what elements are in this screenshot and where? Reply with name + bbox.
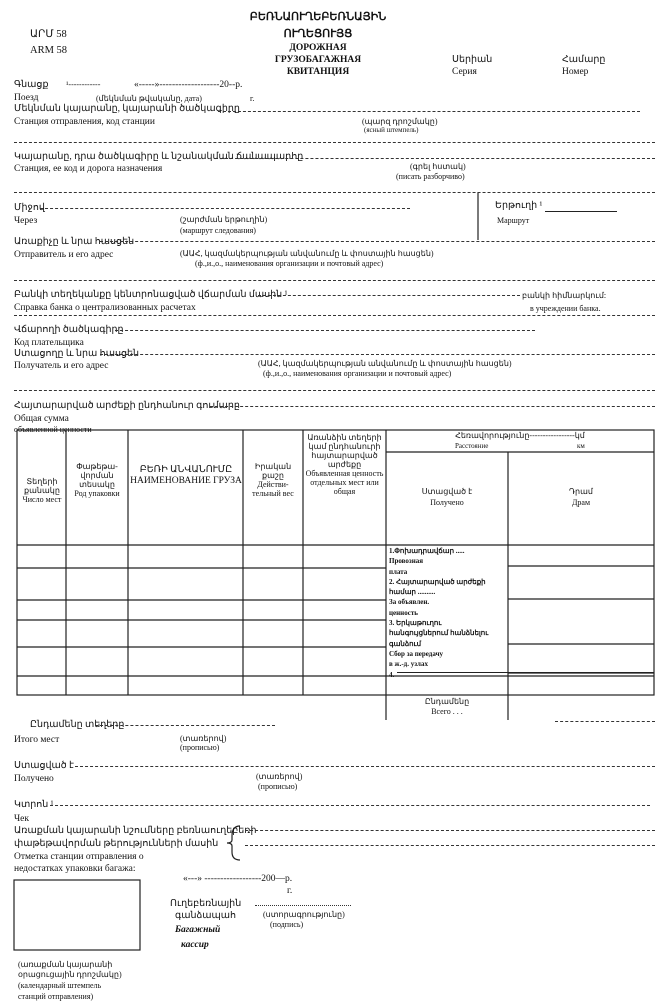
charge-line: Сбор за передачу (389, 649, 444, 658)
col-weight-am: Իրական քաշը (254, 462, 292, 480)
train-label-am: Գնացք (14, 80, 49, 90)
col-header-packaging (68, 462, 126, 498)
route-label-am: Երթուղի ¹ (495, 201, 543, 211)
signature-hint-ru: (подпись) (270, 920, 304, 929)
bank-certificate-label-ru: Справка банка о централизованных расчетах (14, 303, 196, 313)
bank-institution-am: բանկի հիմնարկում: (522, 291, 607, 300)
destination-label-am: Կայարանը, դրա ծածկագիրը և նշանակման ճանապարհը (14, 152, 304, 162)
route-label-ru: Маршрут (497, 216, 530, 225)
recipient-address-hint-am: (ԱԱՀ, կազմակերպության անվանումը և փոստային հասցեն) (258, 359, 512, 368)
packaging-remark-ru-2: недостатках упаковки багажа: (14, 864, 136, 874)
packaging-remark-field-1[interactable] (245, 830, 655, 831)
number-label-am: Համարը (562, 55, 606, 65)
recipient-address-field[interactable] (14, 390, 655, 391)
series-label-ru: Серия (452, 67, 477, 77)
charge-line: 3. Երկաթուղու (389, 619, 442, 628)
total-places-label-am: Ընդամենը տեղերը (30, 720, 125, 730)
sender-field[interactable] (100, 241, 655, 242)
title-russian-3: КВИТАНЦИЯ (286, 67, 350, 77)
cashier-label-ru-1: Багажный (175, 925, 221, 935)
col-header-distance-ru: Расстояние (455, 442, 489, 450)
via-label-am: Միջով (14, 203, 45, 213)
charge-line: За объявлен. (389, 598, 430, 607)
title-armenian-2: ՈՒՂԵՑՈՒՅՑ (283, 28, 353, 40)
col-pack-am: Փաթեթա-վորման տեսակը (76, 462, 118, 489)
departure-station-field[interactable] (218, 111, 640, 112)
col-header-received-ru: Получено (430, 498, 464, 507)
charge-line: 4. (389, 670, 395, 679)
divider (14, 142, 655, 143)
col-value-am: Առանձին տեղերի կամ ընդհանուրի հայտարարված արժեքը (307, 433, 382, 469)
calendar-stamp-box (14, 880, 140, 950)
calendar-stamp-hint-ru-1: (календарный штемпель (18, 981, 102, 990)
train-number-blank[interactable]: ¹------------ (66, 80, 101, 89)
total-places-label-ru: Итого мест (14, 735, 60, 745)
col-name-ru: НАИМЕНОВАНИЕ ГРУЗА (130, 476, 242, 486)
packaging-remark-ru-1: Отметка станции отправления о (14, 852, 144, 862)
packaging-remark-am-2: փաթեթավորման թերությունների մասին (14, 839, 219, 849)
stamp-hint-ru: (ясный штемпель) (364, 126, 419, 134)
charge-line: ценность (389, 608, 418, 617)
col-header-weight (245, 462, 301, 498)
col-places-ru: Число мест (22, 495, 62, 504)
declared-value-label-am: Հայտարարված արժեքի ընդհանուր գումարը (14, 401, 240, 411)
col-header-dram-am: Դրամ (569, 487, 593, 496)
bank-institution-ru: в учреждении банка. (530, 304, 601, 313)
route-hint-ru: (маршрут следования) (180, 226, 256, 235)
charge-line: плата (389, 567, 408, 576)
col-header-dram-ru: Драм (571, 498, 591, 507)
signature-date[interactable]: «---» ------------------200—р. (183, 874, 293, 884)
charge-line: Провозная (389, 557, 424, 566)
form-code-armenian: ԱՐՄ 58 (30, 29, 67, 40)
col-value-ru: Объявленная ценность отдельных мест или общая (305, 469, 384, 496)
payer-code-label-am: Վճարողի ծածկագիրը (14, 325, 124, 335)
in-words2-hint-am: (տառերով) (256, 772, 303, 781)
date-blank[interactable]: «-----»-------------------20--р. (134, 80, 243, 90)
sender-address-hint-am: (ԱԱՀ, կազմակերպության անվանումը և փոստային հասցեն) (180, 249, 434, 258)
col-places-am: Տեղերի քանակը (24, 477, 60, 495)
total-sum-field[interactable] (555, 721, 655, 722)
charge-line: 1.Փոխադրավճար ..... (389, 547, 465, 555)
date-hint: (մեկնման թվականը, дата) (96, 94, 202, 103)
charge-line: հանգույցներում հանձնելու (389, 629, 489, 638)
charges-list (389, 546, 507, 680)
col-pack-ru: Род упаковки (74, 489, 120, 498)
number-label-ru: Номер (562, 67, 589, 77)
route-hint-am: (շարժման երթուղին) (180, 215, 268, 224)
packaging-remark-field-2[interactable] (245, 845, 655, 846)
charge-line: в ж.-д. узлах (389, 660, 428, 669)
legible-hint-am: (գրել հստակ) (410, 162, 466, 171)
in-words-hint-ru: (прописью) (180, 743, 220, 752)
received-field[interactable] (75, 766, 655, 767)
table-total-am: Ընդամենը (424, 697, 470, 706)
cashier-label-ru-2: кассир (181, 940, 209, 950)
legible-hint-ru: (писать разборчиво) (396, 172, 465, 181)
col-header-places (19, 477, 65, 504)
departure-station-label-ru: Станция отправления, код станции (14, 117, 155, 127)
col-header-declared-value (305, 433, 384, 496)
col-header-cargo-name (130, 465, 242, 487)
payer-code-label-ru: Код плательщика (14, 338, 84, 348)
in-words2-hint-ru: (прописью) (258, 782, 298, 791)
check-field[interactable] (50, 805, 650, 806)
charge-4-line[interactable] (397, 672, 654, 673)
charge-line: գանձում (389, 639, 422, 648)
stamp-hint-am: (պարզ դրոշմակը) (362, 117, 438, 126)
via-label-ru: Через (14, 216, 38, 226)
total-places-field[interactable] (95, 725, 275, 726)
col-header-distance-unit: км (577, 442, 585, 450)
cashier-label-am-2: գանձապահ (175, 911, 237, 921)
divider (14, 192, 655, 193)
recipient-address-hint-ru: (ф.,и.,о., наименования организации и почтовый адрес) (263, 369, 452, 378)
recipient-field[interactable] (100, 354, 655, 355)
check-label-am: Կտրոն ¹ (14, 800, 54, 810)
sender-address-field[interactable] (14, 280, 655, 281)
sender-label-ru: Отправитель и его адрес (14, 250, 114, 260)
col-weight-ru: Действи-тельный вес (252, 480, 294, 498)
destination-label-ru: Станция, ее код и дорога назначения (14, 164, 163, 174)
charge-line: համար .......... (389, 588, 436, 597)
calendar-stamp-hint-am-2: օրացուցային դրոշմակը) (18, 970, 122, 979)
calendar-stamp-hint-ru-2: станций отправления) (18, 992, 94, 1001)
payer-code-field[interactable] (115, 330, 535, 331)
recipient-label-am: Ստացողը և նրա հասցեն (14, 349, 140, 359)
packaging-remark-am-1: Առաքման կայարանի նշումները բեռնաուղեբեռի (14, 826, 257, 836)
cashier-label-am-1: Ուղեբեռնային (170, 899, 242, 909)
sender-label-am: Առաքիչը և նրա հասցեն (14, 237, 135, 247)
col-name-am: ԲԵՌԻ ԱՆՎԱՆՈՒՄԸ (139, 465, 233, 475)
check-label-ru: Чек (14, 814, 30, 824)
bank-certificate-field[interactable] (258, 295, 520, 296)
declared-value-field[interactable] (210, 406, 655, 407)
col-header-distance-am: Հեռավորությունը-----------------կմ (455, 431, 585, 440)
in-words-hint-am: (տառերով) (180, 734, 227, 743)
form-code-latin: ARM 58 (30, 45, 68, 56)
sender-address-hint-ru: (ф.,и.,о., наименования организации и почтовый адрес) (195, 259, 384, 268)
title-armenian-1: ԲԵՌՆԱՈՒՂԵԲԵՌՆԱՅԻՆ (249, 11, 387, 23)
charge-line: 2. Հայտարարված արժեքի (389, 577, 486, 586)
declared-value-label-ru-1: Общая сумма (14, 414, 69, 424)
via-field[interactable] (40, 208, 410, 209)
route-field[interactable] (545, 211, 617, 212)
calendar-stamp-hint-am-1: (առաքման կայարանի (18, 960, 113, 969)
col-header-received-am: Ստացված է (421, 487, 473, 496)
series-label-am: Սերիան (452, 55, 493, 65)
signature-hint-am: (ստորագրությունը) (263, 910, 345, 919)
title-russian-2: ГРУЗОБАГАЖНАЯ (274, 55, 362, 65)
destination-field[interactable] (215, 158, 655, 159)
bank-certificate-label-am: Բանկի տեղեկանքը կենտրոնացված վճարման մասին ¹ (14, 290, 288, 300)
declared-value-label-ru-2: объявленной ценности (14, 425, 92, 434)
recipient-label-ru: Получатель и его адрес (14, 361, 109, 371)
title-russian-1: ДОРОЖНАЯ (289, 43, 347, 53)
signature-field[interactable] (255, 905, 351, 906)
received-label-am: Ստացված է (14, 761, 74, 771)
date-year-suffix: г. (250, 94, 255, 103)
signature-date-suffix: г. (287, 886, 293, 896)
received-label-ru: Получено (14, 774, 54, 784)
table-total-ru: Всего . . . (431, 707, 463, 716)
divider (14, 315, 655, 316)
departure-station-label-am: Մեկնման կայարանը, կայարանի ծածկագիրը (14, 104, 240, 114)
train-label-ru: Поезд (14, 93, 39, 103)
